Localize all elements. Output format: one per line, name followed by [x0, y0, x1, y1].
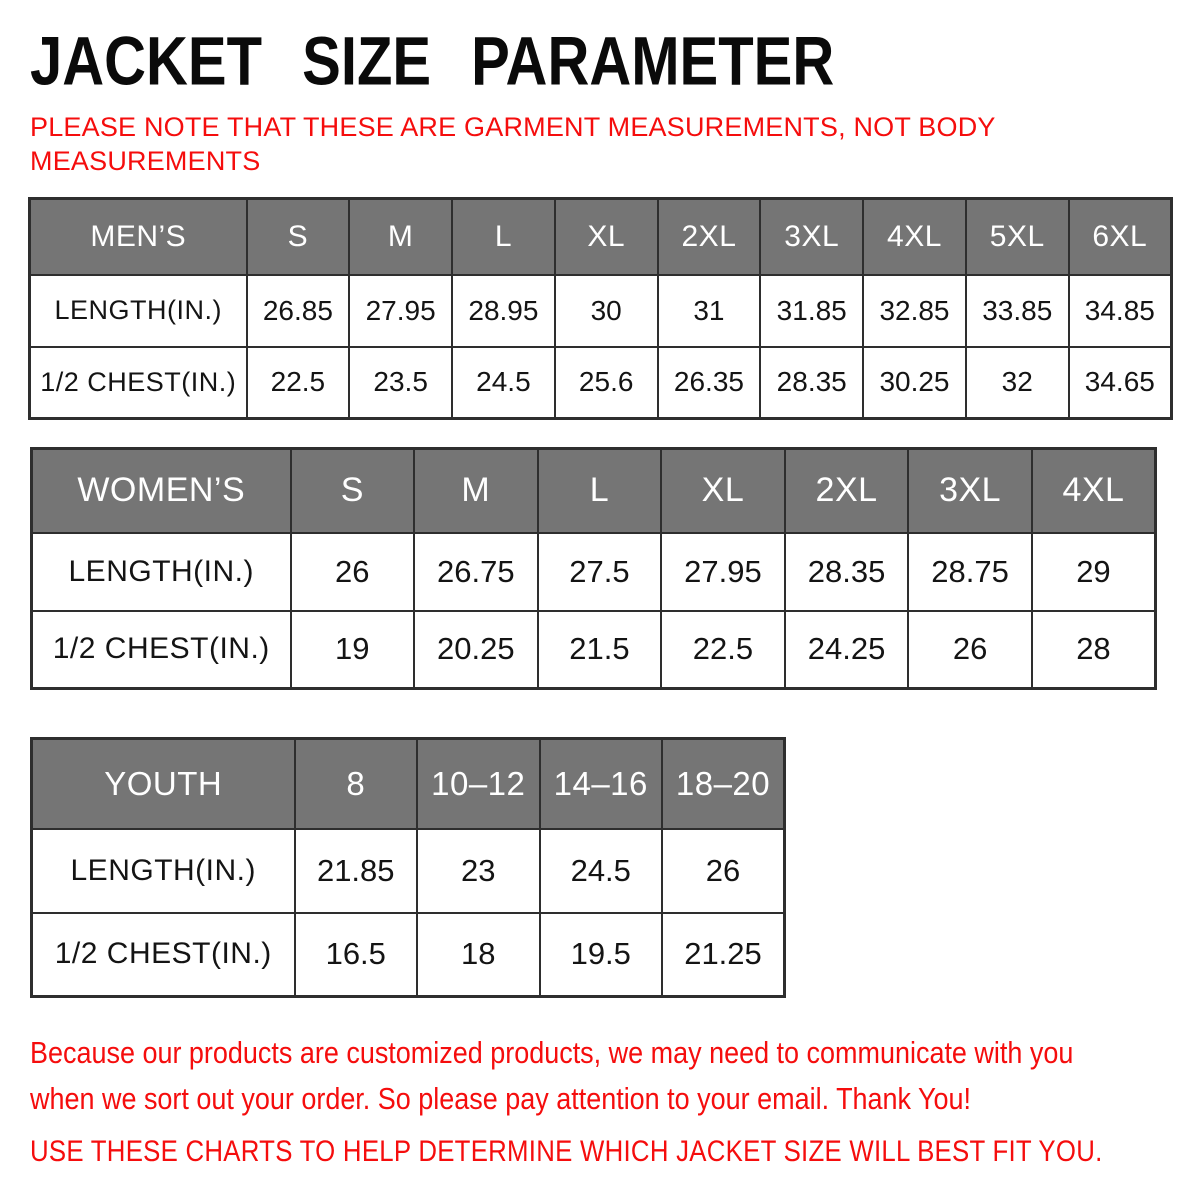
value-cell: 27.95: [661, 533, 785, 611]
youth-chest-row: [32, 913, 785, 997]
page-title: JACKET SIZE PARAMETER: [30, 23, 835, 100]
mens-table-title: MEN’S: [30, 199, 247, 275]
size-header-cell: 3XL: [908, 449, 1032, 533]
size-header-cell: XL: [555, 199, 658, 275]
mens-header-row: [30, 199, 1172, 275]
row-label-cell: LENGTH(IN.): [32, 533, 291, 611]
value-cell: 28.35: [785, 533, 909, 611]
size-header-cell: XL: [661, 449, 785, 533]
value-cell: 34.65: [1069, 347, 1172, 419]
customization-notice-line-1: Because our products are customized products, we may need to communicate with you: [30, 1035, 1074, 1070]
size-header-cell: L: [538, 449, 662, 533]
fit-instruction: USE THESE CHARTS TO HELP DETERMINE WHICH JACKET SIZE WILL BEST FIT YOU.: [30, 1135, 1103, 1168]
value-cell: 18: [417, 913, 540, 997]
value-cell: 22.5: [661, 611, 785, 689]
customization-notice: [30, 1030, 1200, 1122]
value-cell: 31.85: [760, 275, 863, 347]
garment-measurements-note: [30, 110, 996, 178]
row-label-cell: 1/2 CHEST(IN.): [30, 347, 247, 419]
value-cell: 21.85: [295, 829, 418, 913]
womens-table-title: WOMEN’S: [32, 449, 291, 533]
size-header-cell: 3XL: [760, 199, 863, 275]
value-cell: 25.6: [555, 347, 658, 419]
mens-chest-row: [30, 347, 1172, 419]
size-header-cell: 6XL: [1069, 199, 1172, 275]
note-line-2: MEASUREMENTS: [30, 146, 261, 176]
value-cell: 30: [555, 275, 658, 347]
value-cell: 26: [662, 829, 785, 913]
size-header-cell: S: [291, 449, 415, 533]
customization-notice-line-2: when we sort out your order. So please pay attention to your email. Thank You!: [30, 1081, 972, 1116]
youth-size-table: [30, 737, 786, 998]
size-header-cell: L: [452, 199, 555, 275]
value-cell: 26.75: [414, 533, 538, 611]
size-header-cell: 2XL: [658, 199, 761, 275]
value-cell: 32: [966, 347, 1069, 419]
value-cell: 23.5: [349, 347, 452, 419]
value-cell: 21.5: [538, 611, 662, 689]
mens-size-table: [28, 197, 1173, 420]
mens-length-row: [30, 275, 1172, 347]
value-cell: 30.25: [863, 347, 966, 419]
value-cell: 16.5: [295, 913, 418, 997]
value-cell: 27.5: [538, 533, 662, 611]
size-header-cell: 18–20: [662, 739, 785, 829]
value-cell: 19.5: [540, 913, 663, 997]
row-label-cell: 1/2 CHEST(IN.): [32, 611, 291, 689]
value-cell: 28: [1032, 611, 1156, 689]
womens-header-row: [32, 449, 1156, 533]
value-cell: 23: [417, 829, 540, 913]
value-cell: 29: [1032, 533, 1156, 611]
value-cell: 28.35: [760, 347, 863, 419]
womens-size-table: [30, 447, 1157, 690]
womens-chest-row: [32, 611, 1156, 689]
value-cell: 26.85: [247, 275, 350, 347]
value-cell: 19: [291, 611, 415, 689]
row-label-cell: LENGTH(IN.): [32, 829, 295, 913]
value-cell: 26.35: [658, 347, 761, 419]
size-header-cell: M: [349, 199, 452, 275]
value-cell: 28.95: [452, 275, 555, 347]
row-label-cell: LENGTH(IN.): [30, 275, 247, 347]
youth-header-row: [32, 739, 785, 829]
size-header-cell: 4XL: [1032, 449, 1156, 533]
size-header-cell: 5XL: [966, 199, 1069, 275]
size-header-cell: M: [414, 449, 538, 533]
size-header-cell: 4XL: [863, 199, 966, 275]
size-header-cell: 8: [295, 739, 418, 829]
size-header-cell: 2XL: [785, 449, 909, 533]
youth-table-title: YOUTH: [32, 739, 295, 829]
value-cell: 27.95: [349, 275, 452, 347]
value-cell: 33.85: [966, 275, 1069, 347]
value-cell: 21.25: [662, 913, 785, 997]
size-header-cell: 10–12: [417, 739, 540, 829]
value-cell: 31: [658, 275, 761, 347]
value-cell: 20.25: [414, 611, 538, 689]
row-label-cell: 1/2 CHEST(IN.): [32, 913, 295, 997]
value-cell: 26: [908, 611, 1032, 689]
value-cell: 24.5: [452, 347, 555, 419]
womens-length-row: [32, 533, 1156, 611]
value-cell: 26: [291, 533, 415, 611]
value-cell: 24.25: [785, 611, 909, 689]
size-header-cell: 14–16: [540, 739, 663, 829]
value-cell: 28.75: [908, 533, 1032, 611]
value-cell: 34.85: [1069, 275, 1172, 347]
youth-length-row: [32, 829, 785, 913]
note-line-1: PLEASE NOTE THAT THESE ARE GARMENT MEASUREMENTS, NOT BODY: [30, 112, 996, 142]
value-cell: 32.85: [863, 275, 966, 347]
size-header-cell: S: [247, 199, 350, 275]
value-cell: 22.5: [247, 347, 350, 419]
value-cell: 24.5: [540, 829, 663, 913]
